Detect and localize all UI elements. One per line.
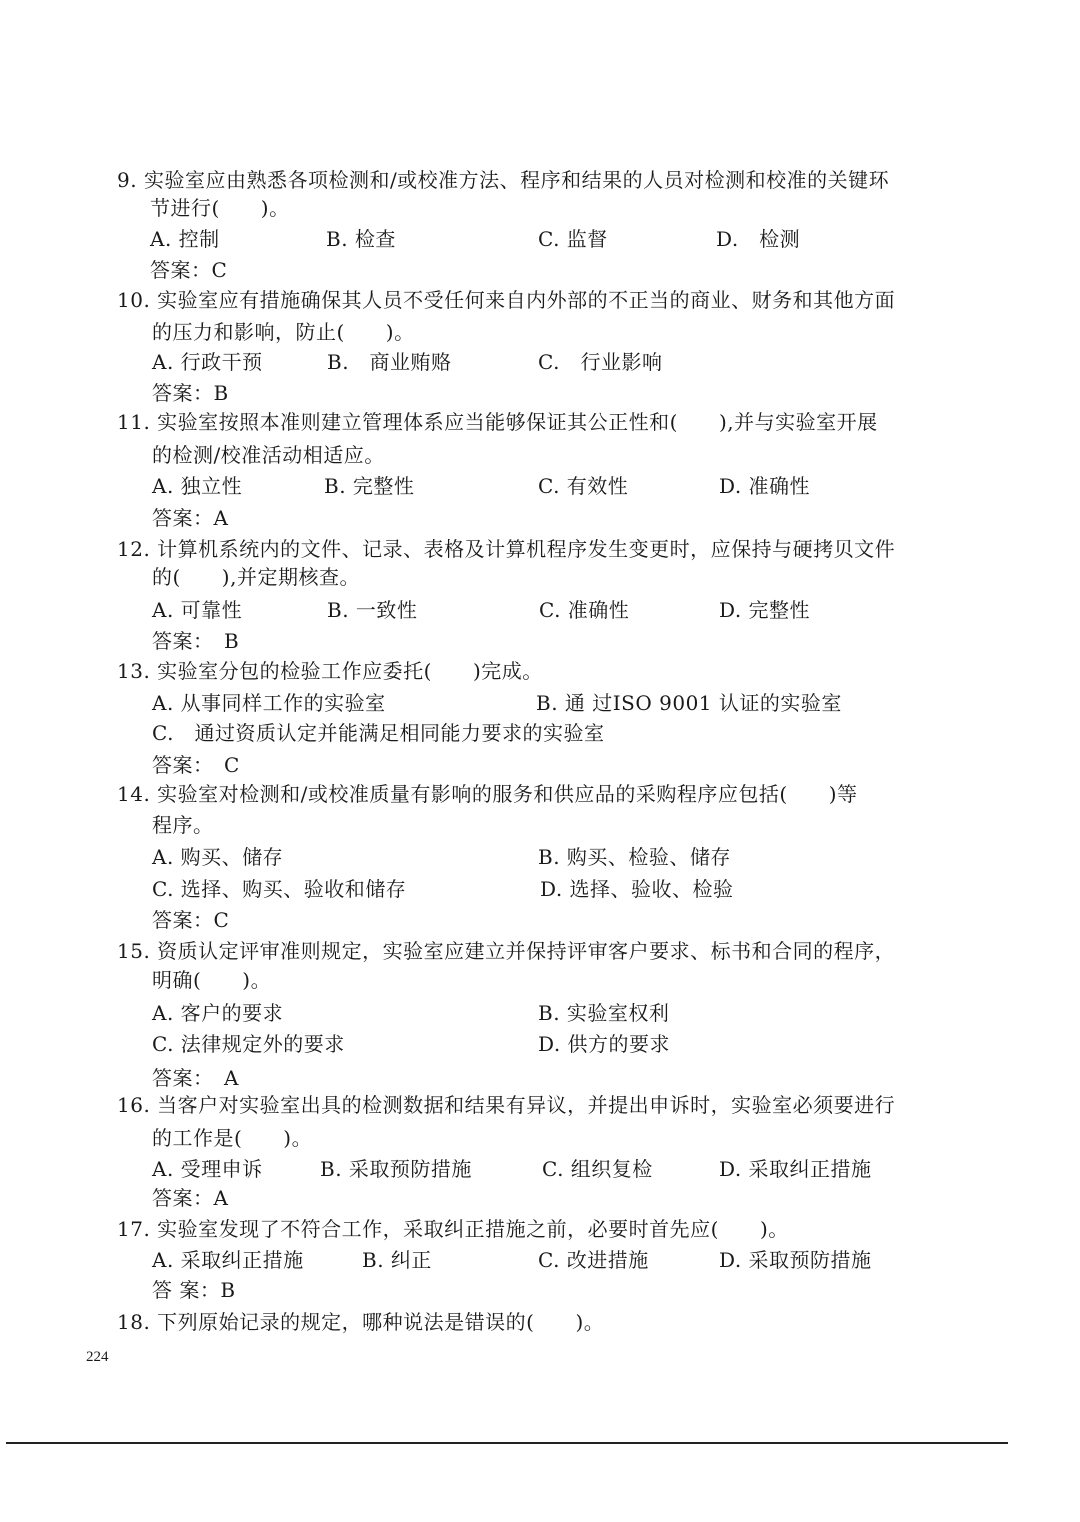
q14-option-c: C. 选择、购买、验收和储存 <box>152 877 407 901</box>
footer-divider <box>6 1442 1008 1444</box>
q14-option-d: D. 选择、验收、检验 <box>540 877 734 901</box>
q14-answer: 答案：C <box>152 908 230 932</box>
q11-option-c: C. 有效性 <box>538 474 629 498</box>
q13-option-a: A. 从事同样工作的实验室 <box>152 691 386 715</box>
q10-stem-line-2: 的压力和影响，防止( )。 <box>152 320 415 344</box>
q17-option-b: B. 纠正 <box>362 1248 432 1272</box>
q17-stem-line-1: 17. 实验室发现了不符合工作，采取纠正措施之前，必要时首先应( )。 <box>117 1217 789 1241</box>
q10-option-c: C. 行业影响 <box>538 350 663 374</box>
q11-option-b: B. 完整性 <box>324 474 415 498</box>
q9-stem-line-2: 节进行( )。 <box>150 196 290 220</box>
q12-option-c: C. 准确性 <box>539 598 630 622</box>
q9-option-d: D. 检测 <box>716 227 801 251</box>
q12-answer: 答案： B <box>152 629 240 653</box>
q9-option-b: B. 检查 <box>326 227 396 251</box>
q9-answer: 答案：C <box>150 258 228 282</box>
q17-option-c: C. 改进措施 <box>538 1248 649 1272</box>
q11-answer: 答案：A <box>152 506 229 530</box>
q10-stem-line-1: 10. 实验室应有措施确保其人员不受任何来自内外部的不正当的商业、财务和其他方面 <box>117 288 896 312</box>
q11-stem-line-1: 11. 实验室按照本准则建立管理体系应当能够保证其公正性和( ),并与实验室开展 <box>117 410 878 434</box>
q13-answer: 答案： C <box>152 753 240 777</box>
q12-option-d: D. 完整性 <box>719 598 811 622</box>
q16-option-b: B. 采取预防措施 <box>320 1157 472 1181</box>
q13-option-b: B. 通 过ISO 9001 认证的实验室 <box>536 691 842 715</box>
q15-option-d: D. 供方的要求 <box>538 1032 671 1056</box>
q15-option-c: C. 法律规定外的要求 <box>152 1032 345 1056</box>
q11-option-a: A. 独立性 <box>152 474 243 498</box>
q16-option-c: C. 组织复检 <box>542 1157 653 1181</box>
page-number: 224 <box>86 1349 109 1365</box>
q17-option-d: D. 采取预防措施 <box>719 1248 872 1272</box>
q17-answer: 答 案：B <box>152 1278 236 1302</box>
q16-stem-line-1: 16. 当客户对实验室出具的检测数据和结果有异议，并提出申诉时，实验室必须要进行 <box>117 1093 896 1117</box>
q12-option-b: B. 一致性 <box>327 598 418 622</box>
q17-option-a: A. 采取纠正措施 <box>152 1248 304 1272</box>
q10-answer: 答案：B <box>152 381 229 405</box>
q9-option-a: A. 控制 <box>150 227 220 251</box>
q9-option-c: C. 监督 <box>538 227 608 251</box>
q10-option-a: A. 行政干预 <box>152 350 263 374</box>
q14-stem-line-1: 14. 实验室对检测和/或校准质量有影响的服务和供应品的采购程序应包括( )等 <box>117 782 858 806</box>
q10-option-b: B. 商业贿赂 <box>327 350 452 374</box>
q12-stem-line-1: 12. 计算机系统内的文件、记录、表格及计算机程序发生变更时，应保持与硬拷贝文件 <box>117 537 896 561</box>
q16-option-a: A. 受理申诉 <box>152 1157 263 1181</box>
q9-stem-line-1: 9. 实验室应由熟悉各项检测和/或校准方法、程序和结果的人员对检测和校准的关键环 <box>117 168 890 192</box>
q16-stem-line-2: 的工作是( )。 <box>152 1126 313 1150</box>
q14-option-b: B. 购买、检验、储存 <box>538 845 731 869</box>
q12-option-a: A. 可靠性 <box>152 598 243 622</box>
q14-option-a: A. 购买、储存 <box>152 845 284 869</box>
q15-stem-line-1: 15. 资质认定评审准则规定，实验室应建立并保持评审客户要求、标书和合同的程序， <box>117 939 896 963</box>
q13-option-c: C. 通过资质认定并能满足相同能力要求的实验室 <box>152 721 605 745</box>
q15-option-a: A. 客户的要求 <box>152 1001 284 1025</box>
q15-answer: 答案： A <box>152 1066 239 1090</box>
q11-stem-line-2: 的检测/校准活动相适应。 <box>152 443 385 467</box>
q15-stem-line-2: 明确( )。 <box>152 968 272 992</box>
q18-stem-line-1: 18. 下列原始记录的规定，哪种说法是错误的( )。 <box>117 1310 605 1334</box>
q16-answer: 答案：A <box>152 1186 229 1210</box>
q13-stem-line-1: 13. 实验室分包的检验工作应委托( )完成。 <box>117 659 543 683</box>
q12-stem-line-2: 的( ),并定期核查。 <box>152 565 360 589</box>
q16-option-d: D. 采取纠正措施 <box>719 1157 872 1181</box>
q11-option-d: D. 准确性 <box>719 474 811 498</box>
q14-stem-line-2: 程序。 <box>152 813 214 837</box>
q15-option-b: B. 实验室权利 <box>538 1001 670 1025</box>
